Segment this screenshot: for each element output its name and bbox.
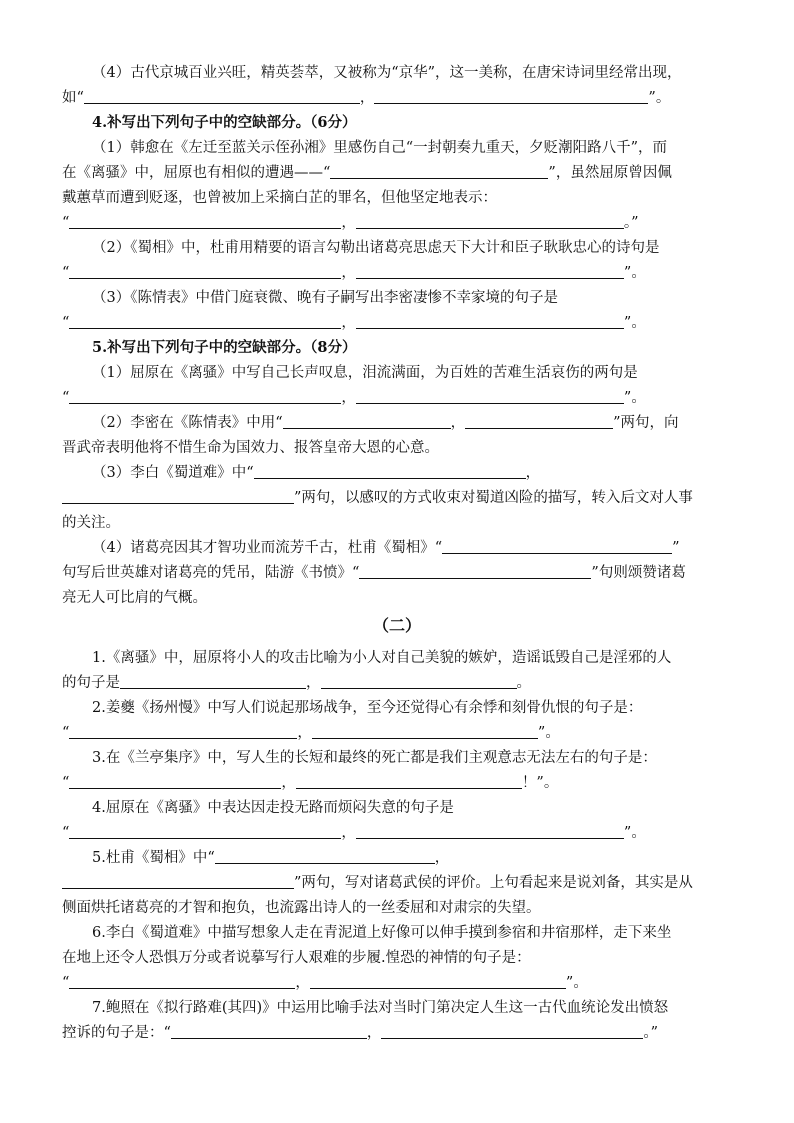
- q3-item4-line2: 如“ ， ”。: [62, 90, 671, 106]
- q3-item4-line1: （4）古代京城百业兴旺，精英荟萃，又被称为“京华”，这一美称，在唐宋诗词里经常出现，: [92, 65, 682, 81]
- p2-q7-line1: 7.鲍照在《拟行路难(其四)》中运用比喻手法对当时门第决定人生这一古代血统论发出愤怒: [92, 1000, 669, 1016]
- q4-item1-line4: “ ， 。”: [62, 215, 639, 231]
- p2-q5-line3: 侧面烘托诸葛亮的才智和抱负，也流露出诗人的一丝委屈和对肃宗的失望。: [62, 900, 541, 916]
- answer-blank[interactable]: [356, 313, 624, 329]
- answer-blank[interactable]: [312, 723, 538, 739]
- p2-q1-line1: 1.《离骚》中，屈原将小人的攻击比喻为小人对自己美貌的嫉妒，造谣诋毁自己是淫邪的人: [92, 650, 672, 666]
- answer-blank[interactable]: [69, 823, 341, 839]
- answer-blank[interactable]: [296, 773, 522, 789]
- answer-blank[interactable]: [69, 388, 341, 404]
- q4-item3-answer: “ ， ”。: [62, 315, 646, 331]
- q5-item1: （1）屈原在《离骚》中写自己长声叹息，泪流满面，为百姓的苦难生活哀伤的两句是: [92, 365, 638, 381]
- answer-blank[interactable]: [442, 538, 672, 554]
- answer-blank[interactable]: [69, 313, 341, 329]
- answer-blank[interactable]: [356, 823, 624, 839]
- p2-q5-line2: ”两句，写对诸葛武侯的评价。上句看起来是说刘备，其实是从: [62, 871, 742, 896]
- answer-blank[interactable]: [62, 873, 294, 889]
- p2-q6-answer: “ ， ”。: [62, 975, 588, 991]
- p2-q5-line1: 5.杜甫《蜀相》中“ ，: [92, 850, 450, 866]
- answer-blank[interactable]: [171, 1023, 367, 1039]
- answer-blank[interactable]: [69, 773, 281, 789]
- answer-blank[interactable]: [465, 413, 613, 429]
- answer-blank[interactable]: [356, 213, 624, 229]
- answer-blank[interactable]: [356, 388, 624, 404]
- q5-item4-line3: 亮无人可比肩的气概。: [62, 590, 207, 606]
- p2-q3: 3.在《兰亭集序》中，写人生的长短和最终的死亡都是我们主观意志无法左右的句子是：: [92, 750, 657, 766]
- p2-q7-line2: 控诉的句子是：“ ， 。”: [62, 1025, 659, 1041]
- p2-q4-answer: “ ， ”。: [62, 825, 646, 841]
- answer-blank[interactable]: [62, 488, 294, 504]
- answer-blank[interactable]: [69, 213, 341, 229]
- q5-item4-line1: （4）诸葛亮因其才智功业而流芳千古，杜甫《蜀相》“ ”: [92, 540, 680, 556]
- q5-title: 5.补写出下列句子中的空缺部分。（8分）: [92, 339, 357, 356]
- q4-item2-answer: “ ， ”。: [62, 265, 646, 281]
- answer-blank[interactable]: [215, 848, 435, 864]
- answer-blank[interactable]: [69, 263, 341, 279]
- answer-blank[interactable]: [321, 673, 517, 689]
- answer-blank[interactable]: [359, 563, 591, 579]
- answer-blank[interactable]: [310, 973, 566, 989]
- q4-item1-line1: （1）韩愈在《左迁至蓝关示侄孙湘》里感伤自己“一封朝奏九重天，夕贬潮阳路八千”，而: [92, 140, 668, 156]
- q5-item2-line1: （2）李密在《陈情表》中用“ ， ”两句，向: [92, 415, 679, 431]
- answer-blank[interactable]: [283, 413, 451, 429]
- answer-blank[interactable]: [374, 88, 648, 104]
- p2-q2: 2.姜夔《扬州慢》中写人们说起那场战争，至今还觉得心有余悸和刻骨仇恨的句子是：: [92, 700, 643, 716]
- q5-item3-line2: ”两句，以感叹的方式收束对蜀道凶险的描写，转入后文对人事: [62, 486, 742, 511]
- p2-q6-line1: 6.李白《蜀道难》中描写想象人走在青泥道上好像可以伸手摸到参宿和井宿那样，走下来坐: [92, 925, 672, 941]
- p2-q4: 4.屈原在《离骚》中表达因走投无路而烦闷失意的句子是: [92, 800, 454, 816]
- answer-blank[interactable]: [356, 263, 624, 279]
- q5-item3-line3: 的关注。: [62, 515, 120, 531]
- answer-blank[interactable]: [120, 673, 306, 689]
- answer-blank[interactable]: [381, 1023, 643, 1039]
- answer-blank[interactable]: [69, 973, 295, 989]
- answer-blank[interactable]: [84, 88, 360, 104]
- answer-blank[interactable]: [69, 723, 297, 739]
- q4-item1-line3: 戴蕙草而遭到贬逐，也曾被加上采摘白芷的罪名，但他坚定地表示：: [62, 190, 497, 206]
- answer-blank[interactable]: [330, 163, 548, 179]
- q4-item2: （2）《蜀相》中，杜甫用精要的语言勾勒出诸葛亮思虑天下大计和臣子耿耿忠心的诗句是: [92, 240, 660, 256]
- section-heading: （二）: [372, 616, 421, 635]
- q5-item4-line2: 句写后世英雄对诸葛亮的凭吊，陆游《书愤》“ ”句则颂赞诸葛: [62, 565, 686, 581]
- q5-item3-line1: （3）李白《蜀道难》中“ ，: [92, 465, 541, 481]
- p2-q1-line2: 的句子是 ， 。: [62, 675, 531, 691]
- p2-q3-answer: “ ， ！”。: [62, 775, 559, 791]
- q5-item2-line2: 晋武帝表明他将不惜生命为国效力、报答皇帝大恩的心意。: [62, 440, 439, 456]
- p2-q6-line2: 在地上还令人恐惧万分或者说摹写行人艰难的步履.惶恐的神情的句子是：: [62, 950, 531, 966]
- q5-item1-answer: “ ， ”。: [62, 390, 646, 406]
- q4-item3: （3）《陈情表》中借门庭衰微、晚有子嗣写出李密凄惨不幸家境的句子是: [92, 290, 558, 306]
- answer-blank[interactable]: [254, 463, 526, 479]
- p2-q2-answer: “ ， ”。: [62, 725, 560, 741]
- q4-item1-line2: 在《离骚》中，屈原也有相似的遭遇——“ ”，虽然屈原曾因佩: [62, 165, 672, 181]
- q4-title: 4.补写出下列句子中的空缺部分。（6分）: [92, 114, 357, 131]
